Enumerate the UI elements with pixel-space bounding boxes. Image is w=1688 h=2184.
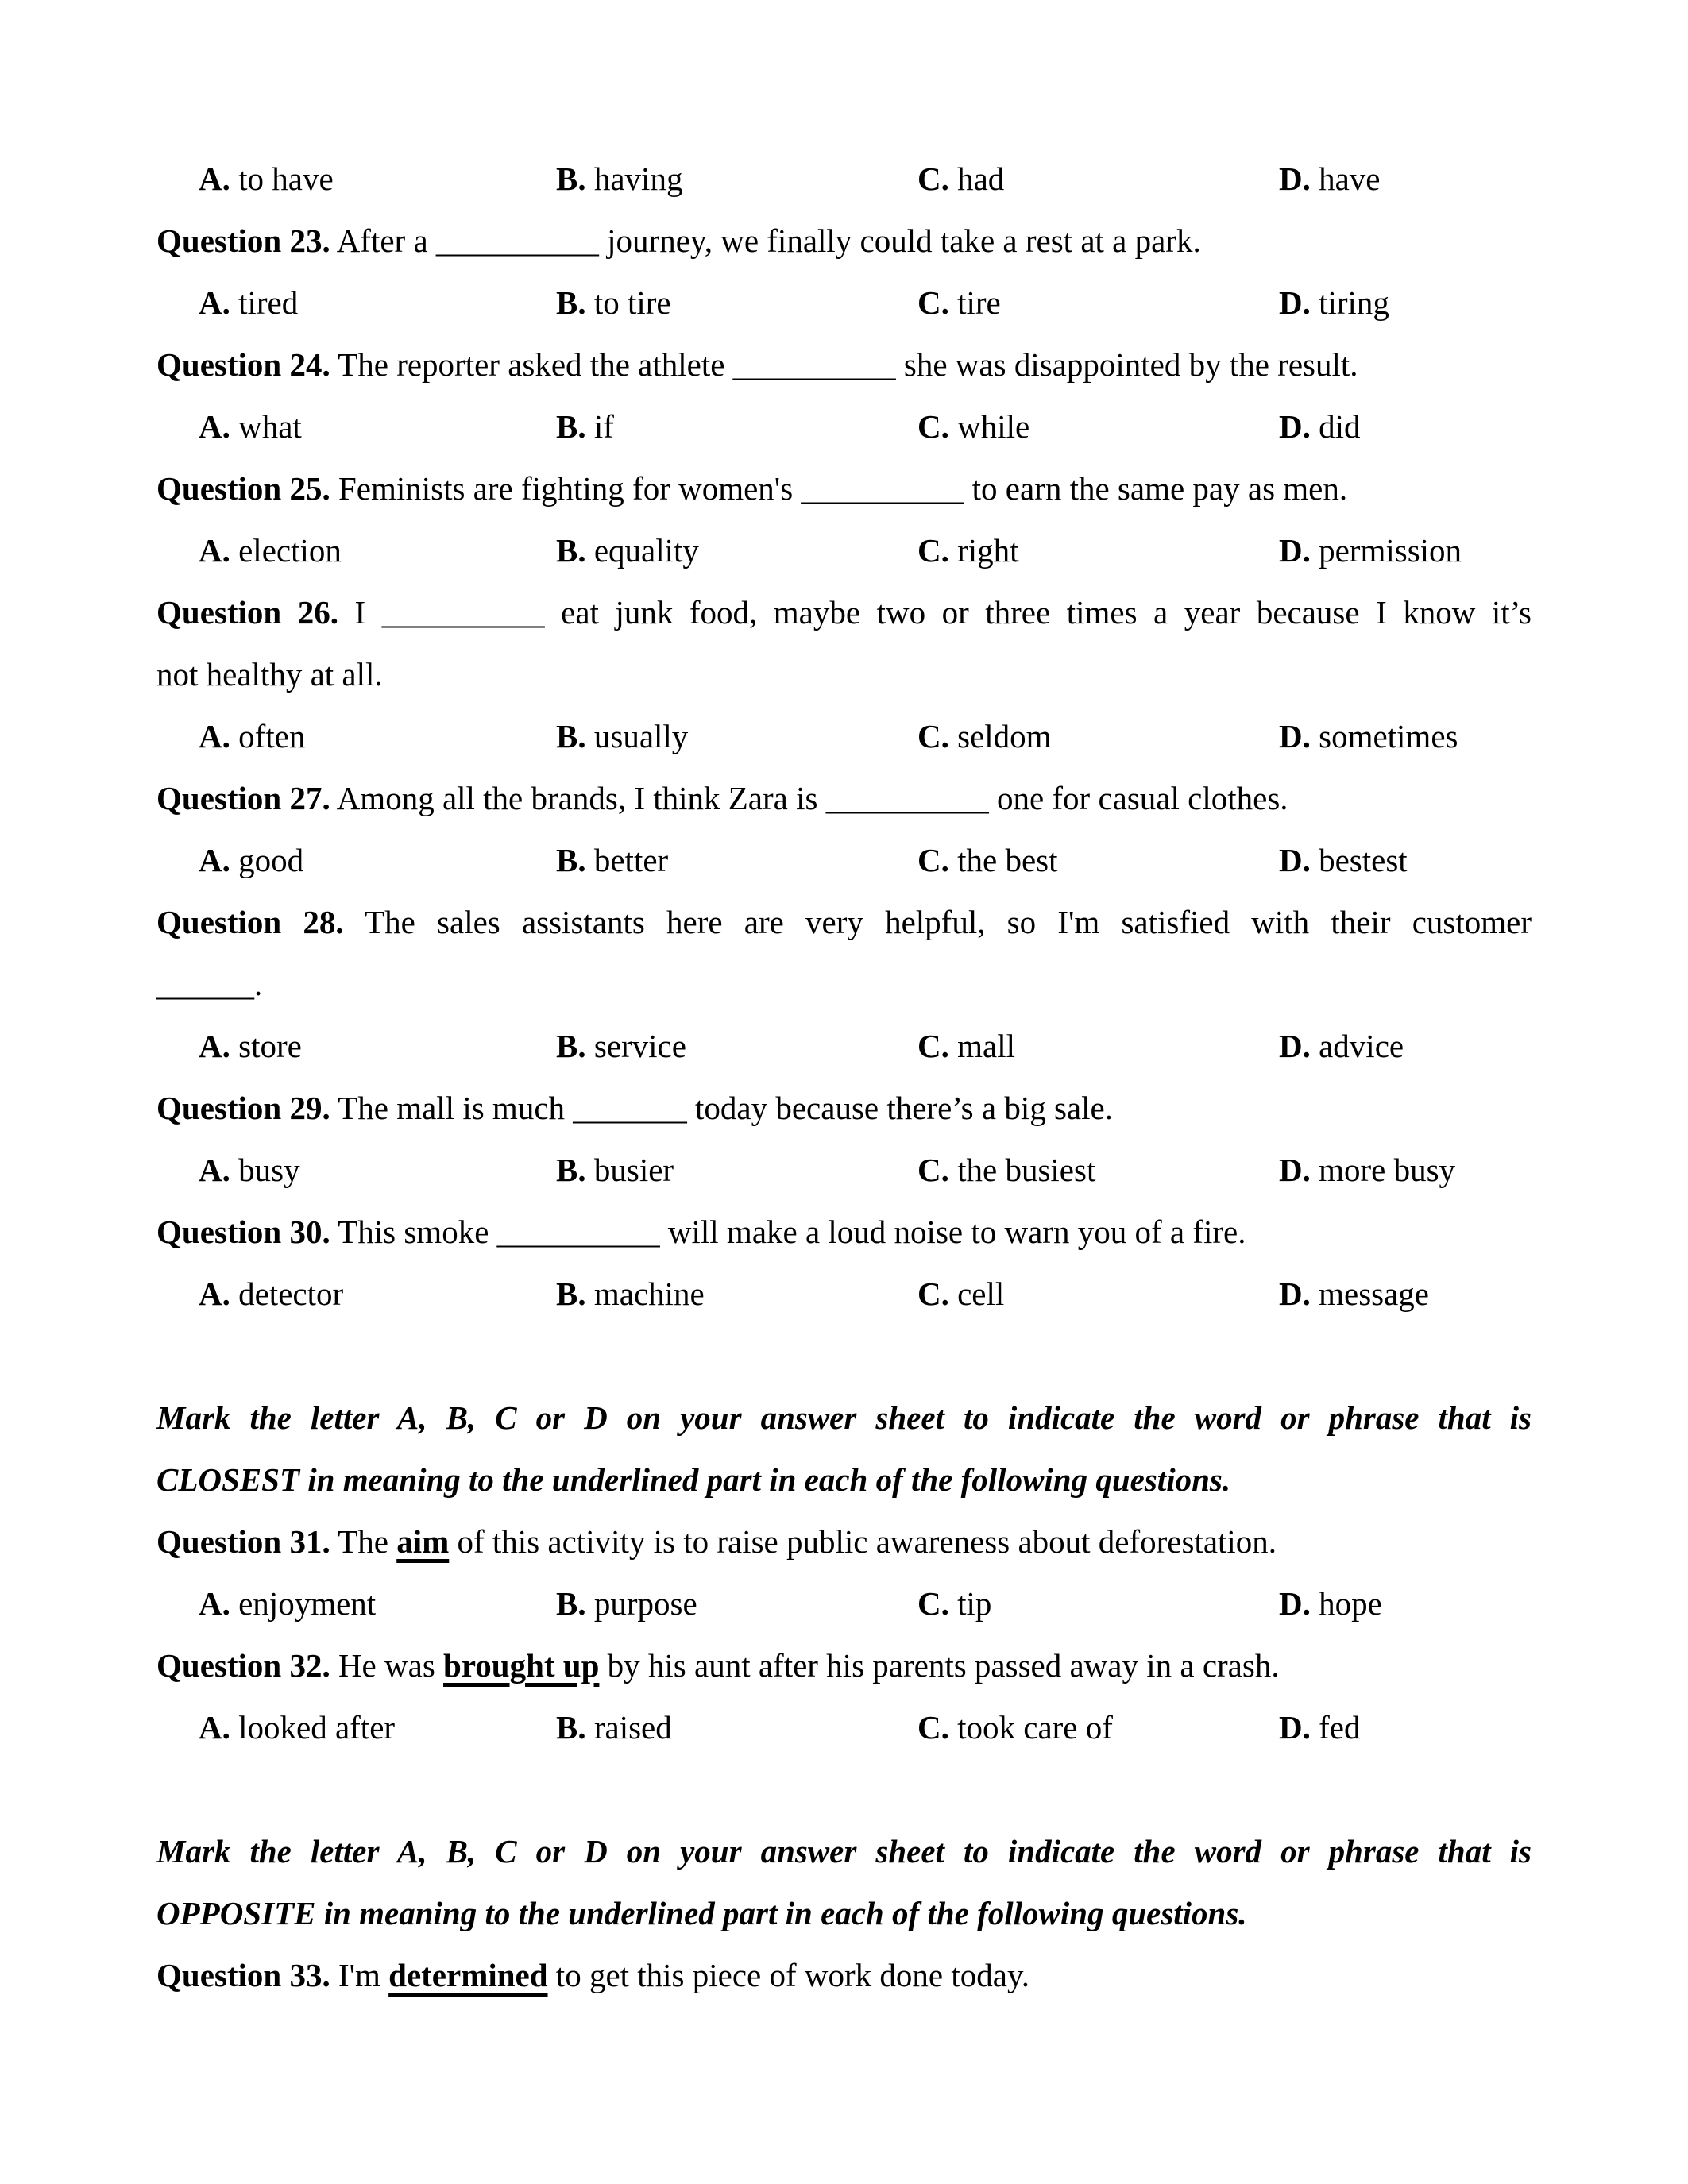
option-text: raised (593, 1709, 672, 1746)
options-q28 (156, 1015, 1532, 1077)
option-text: while (957, 408, 1030, 445)
question-label: Question 24. (156, 346, 330, 383)
option-text: tip (957, 1585, 992, 1622)
options-q29-b (556, 1139, 674, 1201)
option-letter: C. (917, 408, 949, 445)
text-run: The sales assistants here are very helpful, so I'm satisfied with their customer (343, 904, 1532, 940)
options-q22-b (556, 148, 682, 210)
option-text: purpose (593, 1585, 697, 1622)
option-letter: D. (1279, 408, 1311, 445)
option-text: tire (957, 284, 1001, 321)
options-q30-c (917, 1263, 1004, 1325)
options-q30-b (556, 1263, 705, 1325)
option-letter: A. (199, 1152, 230, 1188)
options-q23-a (199, 272, 298, 334)
option-letter: B. (556, 532, 586, 569)
question-30 (156, 1201, 1532, 1263)
text-run: ______. (156, 966, 263, 1002)
option-letter: A. (199, 842, 230, 878)
option-letter: C. (917, 1275, 949, 1312)
option-text: machine (593, 1275, 705, 1312)
options-q28-a (199, 1015, 302, 1077)
text-run: I __________ eat junk food, maybe two or three times a year because I know it’s (338, 594, 1532, 631)
option-letter: A. (199, 284, 230, 321)
option-letter: C. (917, 1585, 949, 1622)
options-q23-b (556, 272, 671, 334)
instruction-closest-line2 (156, 1449, 1532, 1511)
option-letter: B. (556, 718, 586, 754)
option-letter: C. (917, 284, 949, 321)
options-q26-a (199, 705, 305, 767)
question-27 (156, 767, 1532, 829)
option-letter: D. (1279, 532, 1311, 569)
options-q28-b (556, 1015, 686, 1077)
option-letter: B. (556, 408, 586, 445)
option-letter: C. (917, 1709, 949, 1746)
options-q25 (156, 519, 1532, 581)
option-text: the best (957, 842, 1058, 878)
option-letter: A. (199, 1709, 230, 1746)
option-text: good (238, 842, 304, 878)
options-q30 (156, 1263, 1532, 1325)
instruction-opposite-line1 (156, 1820, 1532, 1882)
spacer-1 (156, 1325, 1532, 1387)
options-q31 (156, 1572, 1532, 1634)
options-q31-a (199, 1572, 376, 1634)
text-run: The (330, 1523, 397, 1560)
option-letter: B. (556, 284, 586, 321)
option-letter: D. (1279, 1275, 1311, 1312)
option-text: usually (593, 718, 689, 754)
options-q29-a (199, 1139, 300, 1201)
option-text: busy (238, 1152, 300, 1188)
question-26-line2 (156, 643, 1532, 705)
option-letter: A. (199, 1585, 230, 1622)
question-33 (156, 1944, 1532, 2006)
options-q31-d (1279, 1572, 1382, 1634)
option-text: seldom (957, 718, 1052, 754)
text-run: by his aunt after his parents passed away in a crash. (599, 1647, 1280, 1684)
question-label: Question 26. (156, 594, 338, 631)
options-q22-d (1279, 148, 1381, 210)
option-text: election (238, 532, 342, 569)
option-letter: C. (917, 532, 949, 569)
options-q27-d (1279, 829, 1408, 891)
text-run: to get this piece of work done today. (547, 1957, 1030, 1993)
option-letter: A. (199, 160, 230, 197)
option-text: busier (593, 1152, 674, 1188)
options-q29 (156, 1139, 1532, 1201)
option-letter: C. (917, 1152, 949, 1188)
option-text: to tire (593, 284, 671, 321)
option-text: looked after (238, 1709, 396, 1746)
option-text: bestest (1319, 842, 1408, 878)
options-q26-b (556, 705, 688, 767)
underlined-term: brought up (443, 1647, 600, 1684)
options-q32-d (1279, 1696, 1360, 1758)
options-q27-c (917, 829, 1058, 891)
option-text: if (593, 408, 614, 445)
option-text: message (1319, 1275, 1430, 1312)
options-q26-d (1279, 705, 1458, 767)
question-label: Question 31. (156, 1523, 330, 1560)
question-29 (156, 1077, 1532, 1139)
options-q29-d (1279, 1139, 1455, 1201)
option-letter: D. (1279, 1709, 1311, 1746)
option-letter: B. (556, 1585, 586, 1622)
text-run: Among all the brands, I think Zara is __________ one for casual clothes. (330, 780, 1288, 816)
option-letter: B. (556, 1275, 586, 1312)
options-q31-c (917, 1572, 991, 1634)
options-q24-c (917, 396, 1029, 457)
options-q22-a (199, 148, 334, 210)
option-letter: D. (1279, 1585, 1311, 1622)
option-text: sometimes (1319, 718, 1458, 754)
options-q23-c (917, 272, 1001, 334)
option-letter: B. (556, 160, 586, 197)
question-label: CLOSEST in meaning to the underlined part in each of the following questions. (156, 1461, 1231, 1498)
question-label: Mark the letter A, B, C or D on your answer sheet to indicate the word or phrase that is (156, 1399, 1532, 1436)
option-text: took care of (957, 1709, 1113, 1746)
options-q32 (156, 1696, 1532, 1758)
options-q22 (156, 148, 1532, 210)
option-text: tired (238, 284, 299, 321)
underlined-term: aim (396, 1523, 450, 1560)
question-label: Question 28. (156, 904, 344, 940)
options-q24-b (556, 396, 614, 457)
option-letter: B. (556, 1709, 586, 1746)
option-text: what (238, 408, 302, 445)
question-23 (156, 210, 1532, 272)
options-q24 (156, 396, 1532, 457)
instruction-opposite-line2 (156, 1882, 1532, 1944)
question-24 (156, 334, 1532, 396)
options-q32-c (917, 1696, 1113, 1758)
option-letter: C. (917, 842, 949, 878)
option-text: store (238, 1028, 302, 1064)
text-run: This smoke __________ will make a loud noise to warn you of a fire. (330, 1214, 1246, 1250)
question-label: Question 29. (156, 1090, 330, 1126)
question-label: Question 27. (156, 780, 330, 816)
option-letter: A. (199, 1028, 230, 1064)
options-q26-c (917, 705, 1052, 767)
question-28-line1 (156, 891, 1532, 953)
question-label: Question 33. (156, 1957, 330, 1993)
text-run: not healthy at all. (156, 656, 383, 693)
options-q28-c (917, 1015, 1015, 1077)
option-text: more busy (1319, 1152, 1456, 1188)
question-label: Question 23. (156, 222, 330, 259)
option-text: had (957, 160, 1005, 197)
options-q27-a (199, 829, 303, 891)
spacer-2 (156, 1758, 1532, 1820)
options-q32-b (556, 1696, 672, 1758)
options-q27-b (556, 829, 668, 891)
options-q25-d (1279, 519, 1462, 581)
option-text: often (238, 718, 306, 754)
option-text: have (1319, 160, 1381, 197)
option-letter: A. (199, 532, 230, 569)
option-text: cell (957, 1275, 1005, 1312)
options-q24-a (199, 396, 302, 457)
options-q25-a (199, 519, 342, 581)
option-letter: D. (1279, 160, 1311, 197)
question-label: Question 30. (156, 1214, 330, 1250)
text-run: The mall is much _______ today because there’s a big sale. (330, 1090, 1113, 1126)
question-label: Mark the letter A, B, C or D on your answer sheet to indicate the word or phrase that is (156, 1833, 1532, 1870)
option-text: detector (238, 1275, 344, 1312)
option-text: permission (1319, 532, 1462, 569)
question-25 (156, 457, 1532, 519)
question-26-line1 (156, 581, 1532, 643)
option-text: the busiest (957, 1152, 1096, 1188)
option-text: better (593, 842, 669, 878)
option-letter: A. (199, 718, 230, 754)
option-letter: D. (1279, 842, 1311, 878)
option-letter: B. (556, 842, 586, 878)
underlined-term: determined (388, 1957, 548, 1993)
text-run: After a __________ journey, we finally could take a rest at a park. (330, 222, 1201, 259)
option-letter: B. (556, 1028, 586, 1064)
option-text: tiring (1319, 284, 1389, 321)
option-text: to have (238, 160, 334, 197)
option-letter: B. (556, 1152, 586, 1188)
text-run: The reporter asked the athlete __________ she was disappointed by the result. (330, 346, 1358, 383)
option-text: fed (1319, 1709, 1361, 1746)
option-letter: A. (199, 1275, 230, 1312)
option-text: hope (1319, 1585, 1382, 1622)
question-28-line2 (156, 953, 1532, 1015)
options-q23 (156, 272, 1532, 334)
instruction-closest-line1 (156, 1387, 1532, 1449)
options-q27 (156, 829, 1532, 891)
question-label: Question 25. (156, 470, 330, 507)
option-text: having (593, 160, 683, 197)
text-run: He was (330, 1647, 444, 1684)
text-run: Feminists are fighting for women's __________ to earn the same pay as men. (330, 470, 1348, 507)
option-letter: C. (917, 718, 949, 754)
options-q23-d (1279, 272, 1389, 334)
options-q26 (156, 705, 1532, 767)
option-letter: D. (1279, 718, 1311, 754)
question-31 (156, 1511, 1532, 1572)
option-letter: A. (199, 408, 230, 445)
question-label: Question 32. (156, 1647, 330, 1684)
option-letter: D. (1279, 1152, 1311, 1188)
text-run: I'm (330, 1957, 389, 1993)
options-q29-c (917, 1139, 1095, 1201)
option-text: enjoyment (238, 1585, 377, 1622)
option-text: advice (1319, 1028, 1404, 1064)
question-32 (156, 1634, 1532, 1696)
options-q30-d (1279, 1263, 1429, 1325)
options-q30-a (199, 1263, 343, 1325)
text-run: of this activity is to raise public awareness about deforestation. (449, 1523, 1277, 1560)
options-q24-d (1279, 396, 1361, 457)
option-letter: C. (917, 160, 949, 197)
options-q22-c (917, 148, 1004, 210)
option-text: did (1319, 408, 1361, 445)
options-q25-c (917, 519, 1019, 581)
option-text: right (957, 532, 1019, 569)
options-q25-b (556, 519, 699, 581)
option-text: service (593, 1028, 686, 1064)
options-q31-b (556, 1572, 697, 1634)
option-text: equality (593, 532, 699, 569)
question-label: OPPOSITE in meaning to the underlined part in each of the following questions. (156, 1895, 1247, 1931)
options-q28-d (1279, 1015, 1404, 1077)
option-letter: D. (1279, 1028, 1311, 1064)
option-letter: D. (1279, 284, 1311, 321)
option-text: mall (957, 1028, 1015, 1064)
option-letter: C. (917, 1028, 949, 1064)
options-q32-a (199, 1696, 395, 1758)
